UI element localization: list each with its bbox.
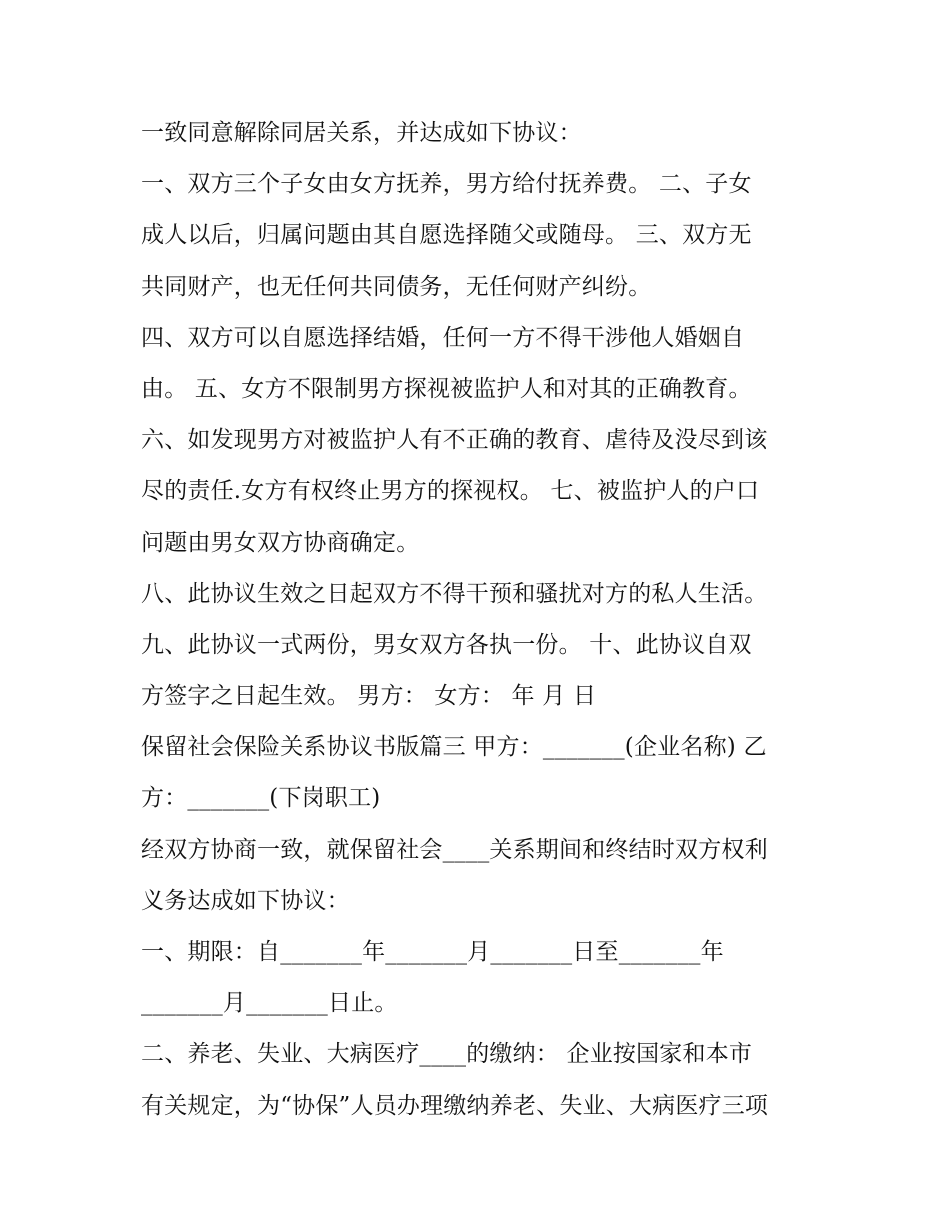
text-line: 六、如发现男方对被监护人有不正确的教育、虐待及没尽到该	[141, 427, 768, 454]
text-line: 义务达成如下协议：	[141, 887, 350, 914]
text-line: 问题由男女双方协商确定。	[141, 529, 420, 556]
document-body	[141, 108, 841, 1132]
text-line: 方：_______(下岗职工)	[141, 785, 381, 812]
text-line: 经双方协商一致，就保留社会____关系期间和终结时双方权利	[141, 836, 768, 863]
text-line: 一、双方三个子女由女方抚养，男方给付抚养费。 二、子女	[141, 171, 752, 198]
text-line: 尽的责任.女方有权终止男方的探视权。 七、被监护人的户口	[141, 478, 760, 505]
text-line: 有关规定，为“协保”人员办理缴纳养老、失业、大病医疗三项	[141, 1092, 769, 1119]
text-line: 保留社会保险关系协议书版篇三 甲方：_______(企业名称) 乙	[141, 734, 767, 761]
text-line: 二、养老、失业、大病医疗____的缴纳： 企业按国家和本市	[141, 1041, 753, 1068]
text-line: 八、此协议生效之日起双方不得干预和骚扰对方的私人生活。	[141, 580, 768, 607]
text-line: 共同财产，也无任何共同债务，无任何财产纠纷。	[141, 273, 652, 300]
text-line: 成人以后，归属问题由其自愿选择随父或随母。 三、双方无	[141, 222, 752, 249]
text-line: 方签字之日起生效。 男方： 女方： 年 月 日	[141, 683, 597, 710]
text-line: 九、此协议一式两份，男女双方各执一份。 十、此协议自双	[141, 631, 752, 658]
text-line: _______月_______日止。	[141, 990, 398, 1017]
text-line: 一致同意解除同居关系，并达成如下协议：	[141, 120, 582, 146]
text-line: 一、期限：自_______年_______月_______日至_______年	[141, 939, 724, 965]
text-line: 四、双方可以自愿选择结婚，任何一方不得干涉他人婚姻自	[141, 324, 745, 351]
text-line: 由。 五、女方不限制男方探视被监护人和对其的正确教育。	[141, 375, 752, 402]
